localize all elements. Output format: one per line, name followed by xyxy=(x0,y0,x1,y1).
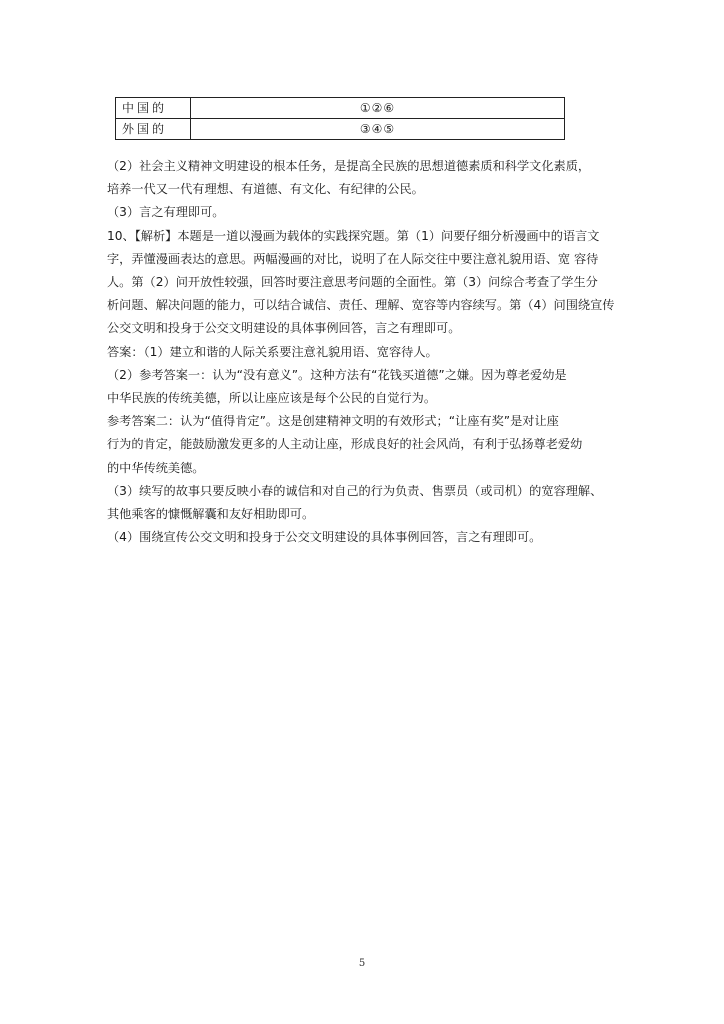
paragraph-line: 析问题、解决问题的能力，可以结合诚信、责任、理解、宽容等内容续写。第（4）问围绕宣传 xyxy=(107,298,615,313)
paragraph-line: 的中华传统美德。 xyxy=(107,460,205,475)
paragraph-line: 字，弄懂漫画表达的意思。两幅漫画的对比，说明了在人际交往中要注意礼貌用语、宽 容待 xyxy=(107,251,599,266)
paragraph-line: 人。第（2）问开放性较强，回答时要注意思考问题的全面性。第（3）问综合考查了学生分 xyxy=(107,275,598,290)
table-row-label: 外国的 xyxy=(116,119,191,140)
paragraph-line: 行为的肯定，能鼓励激发更多的人主动让座，形成良好的社会风尚，有利于弘扬尊老爱幼 xyxy=(107,437,583,452)
answer-text-body xyxy=(107,155,622,549)
paragraph-line: （3）续写的故事只要反映小春的诚信和对自己的行为负责、售票员（或司机）的宽容理解、 xyxy=(107,483,603,498)
paragraph-line: （3）言之有理即可。 xyxy=(107,205,225,220)
paragraph-line: 培养一代又一代有理想、有道德、有文化、有纪律的公民。 xyxy=(107,182,424,197)
paragraph-line: 中华民族的传统美德，所以让座应该是每个公民的自觉行为。 xyxy=(107,391,437,406)
paragraph-line: 参考答案二：认为“值得肯定”。这是创建精神文明的有效形式；“让座有奖”是对让座 xyxy=(107,414,559,429)
paragraph-line: （2）社会主义精神文明建设的根本任务，是提高全民族的思想道德素质和科学文化素质， xyxy=(107,159,591,173)
table-row xyxy=(116,98,565,119)
paragraph-line: 公交文明和投身于公交文明建设的具体事例回答，言之有理即可。 xyxy=(107,321,461,336)
answer-table xyxy=(115,97,565,140)
paragraph-line: 答案：（1）建立和谐的人际关系要注意礼貌用语、宽容待人。 xyxy=(107,344,438,359)
paragraph-line: 其他乘客的慷慨解囊和友好相助即可。 xyxy=(107,507,315,522)
paragraph-line: （4）围绕宣传公交文明和投身于公交文明建设的具体事例回答，言之有理即可。 xyxy=(107,530,542,545)
page-number: 5 xyxy=(358,958,366,969)
paragraph-line: （2）参考答案一：认为“没有意义”。这种方法有“花钱买道德”之嫌。因为尊老爱幼是 xyxy=(107,367,567,382)
table-row-value: ①②⑥ xyxy=(191,98,565,119)
table-row xyxy=(116,119,565,140)
paragraph-line: 10、【解析】本题是一道以漫画为载体的实践探究题。第（1）问要仔细分析漫画中的语言文 xyxy=(107,228,600,243)
table-row-label: 中国的 xyxy=(116,98,191,119)
table-row-value: ③④⑤ xyxy=(191,119,565,140)
